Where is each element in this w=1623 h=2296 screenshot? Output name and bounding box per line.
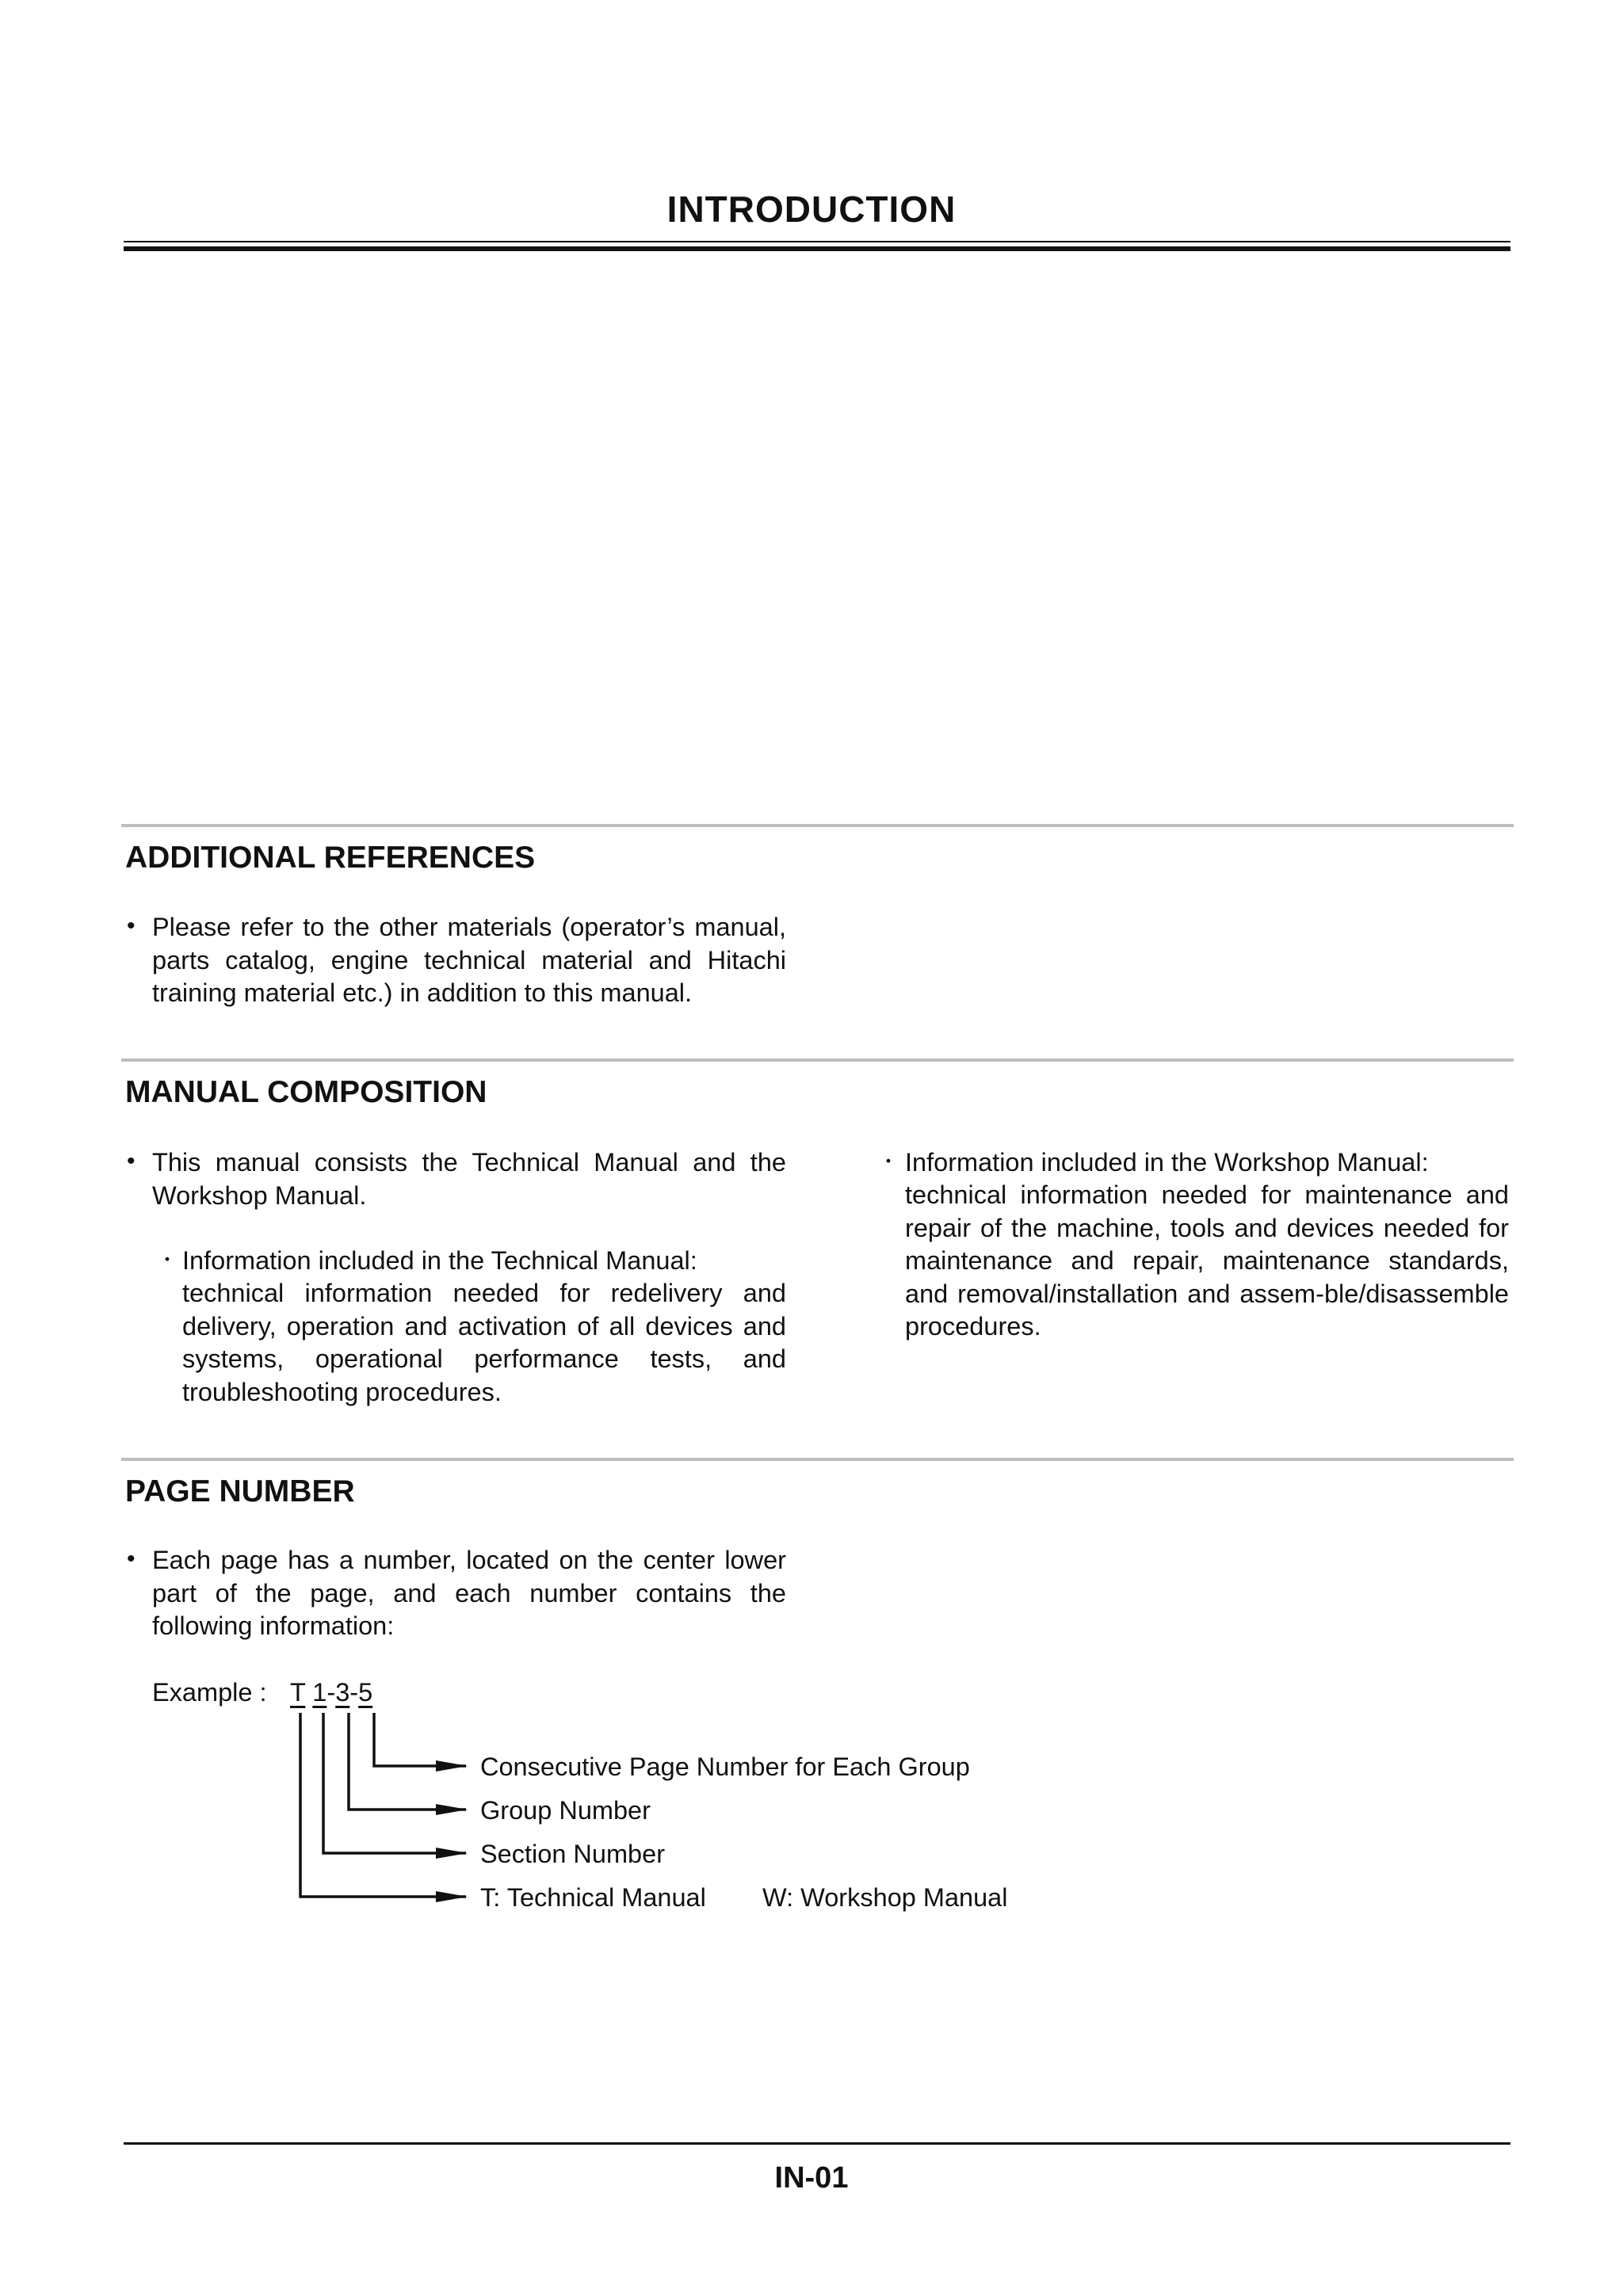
page-number-description: Each page has a number, located on the center lower part of the page, and each number contains the following information: — [152, 1546, 786, 1640]
bullet-icon: • — [127, 1546, 136, 1572]
example-label: Example : — [152, 1678, 267, 1707]
example-code-page: 5 — [358, 1678, 373, 1707]
arrow-manual-type — [300, 1713, 466, 1897]
technical-manual-info-title: Information included in the Technical Manual: — [182, 1246, 697, 1275]
technical-manual-info-text: technical information needed for redelivery and delivery, operation and activation of all devices and systems, operational performance tests, and troubleshooting procedures. — [182, 1279, 786, 1406]
footer-page-number: IN-01 — [774, 2161, 849, 2195]
bullet-icon: • — [127, 913, 136, 939]
arrow-page-number — [374, 1713, 466, 1766]
example-code-separator: - — [327, 1678, 336, 1707]
bullet-icon: • — [127, 1148, 136, 1174]
example-code-group: 3 — [335, 1678, 350, 1707]
section-heading-manual-composition: MANUAL COMPOSITION — [125, 1075, 487, 1109]
page-title: INTRODUCTION — [666, 189, 957, 230]
workshop-manual-info-title: Information included in the Workshop Manual: — [905, 1148, 1429, 1177]
section-heading-page-number: PAGE NUMBER — [125, 1474, 355, 1508]
callout-group-number: Group Number — [480, 1796, 651, 1825]
example-code-manual: T — [290, 1678, 306, 1707]
callout-consecutive-page-number: Consecutive Page Number for Each Group — [480, 1753, 970, 1781]
manual-composition-intro: This manual consists the Technical Manual and the Workshop Manual. — [152, 1148, 786, 1210]
workshop-manual-info-text: technical information needed for maintenance and repair of the machine, tools and devices needed for maintenance and repair, maintenance standards, and removal/installation and assem-ble/disassemble procedures. — [905, 1180, 1509, 1341]
footer-divider — [124, 2142, 1510, 2145]
sub-bullet-icon: ・ — [878, 1150, 899, 1173]
section-heading-additional-references: ADDITIONAL REFERENCES — [125, 841, 536, 875]
arrow-section-number — [323, 1713, 466, 1853]
callout-section-number: Section Number — [480, 1840, 666, 1868]
sub-bullet-icon: ・ — [157, 1248, 178, 1272]
additional-references-text: Please refer to the other materials (operator’s manual, parts catalog, engine technical material and Hitachi training material etc.) in addition to this manual. — [152, 913, 786, 1007]
callout-technical-manual: T: Technical Manual — [480, 1883, 706, 1912]
callout-workshop-manual: W: Workshop Manual — [762, 1883, 1008, 1912]
arrow-group-number — [349, 1713, 466, 1810]
example-code-separator: - — [349, 1678, 359, 1707]
example-code-section: 1 — [312, 1678, 327, 1707]
